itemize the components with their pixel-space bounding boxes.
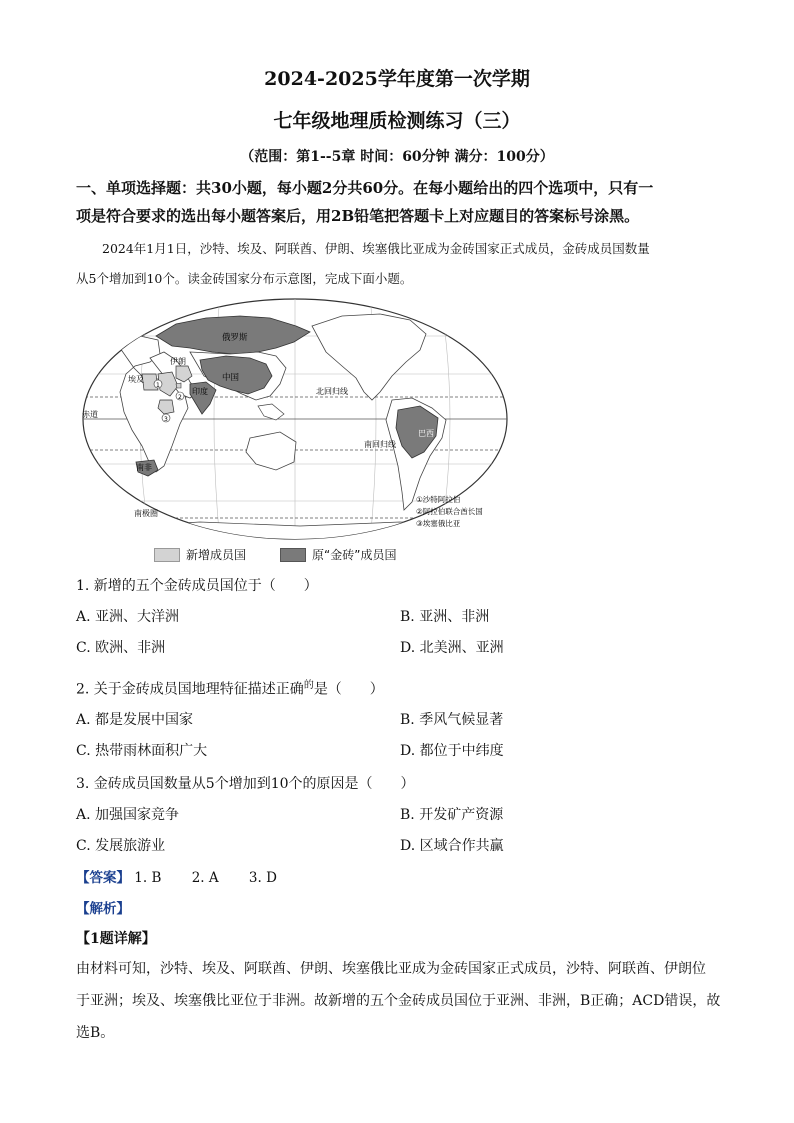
label-china: 中国 xyxy=(222,373,240,383)
marker-2-label: 2 xyxy=(178,394,182,401)
section-instruction-line: 一、单项选择题：共30小题，每小题2分共60分。在每小题给出的四个选项中，只有一 xyxy=(76,179,654,197)
q2-option-a[interactable]: A. 都是发展中国家 xyxy=(76,712,194,728)
label-antarctic-circle: 南极圈 xyxy=(134,509,158,518)
material-line: 从5个增加到10个。读金砖国家分布示意图，完成下面小题。 xyxy=(76,271,413,286)
material-text xyxy=(76,234,726,294)
analysis-line: 由材料可知，沙特、埃及、阿联酋、伊朗、埃塞俄比亚成为金砖国家正式成员，沙特、阿联酋、伊朗位 xyxy=(76,961,706,977)
q2-option-b[interactable]: B. 季风气候显著 xyxy=(400,712,504,728)
map-note-1: ①沙特阿拉伯 xyxy=(416,495,461,504)
label-tropic-capricorn: 南回归线 xyxy=(364,440,396,449)
q2-option-d[interactable]: D. 都位于中纬度 xyxy=(400,743,504,759)
question-1-stem: 1. 新增的五个金砖成员国位于（ ） xyxy=(76,578,318,594)
legend-swatch-original xyxy=(280,548,306,562)
q3-option-a[interactable]: A. 加强国家竞争 xyxy=(76,807,180,823)
map-legend xyxy=(154,546,396,563)
answer-3: 3. D xyxy=(248,870,277,886)
material-line: 2024年1月1日，沙特、埃及、阿联酋、伊朗、埃塞俄比亚成为金砖国家正式成员，金砖成员国数量 xyxy=(102,241,650,256)
marker-3-label: 3 xyxy=(164,416,168,423)
analysis-tag: 【解析】 xyxy=(76,901,130,917)
analysis-heading xyxy=(76,897,130,917)
map-note-3: ③埃塞俄比亚 xyxy=(416,519,461,528)
q2-option-c[interactable]: C. 热带雨林面积广大 xyxy=(76,743,208,759)
label-brazil: 巴西 xyxy=(418,429,434,438)
question-3-stem: 3. 金砖成员国数量从5个增加到10个的原因是（ ） xyxy=(76,776,415,792)
map-note-2: ②阿拉伯联合酋长国 xyxy=(416,507,483,516)
answer-1: 1. B xyxy=(134,870,162,886)
legend-label-new: 新增成员国 xyxy=(186,548,247,562)
q3-option-b[interactable]: B. 开发矿产资源 xyxy=(400,807,504,823)
document-title: 2024-2025学年度第一次学期 xyxy=(264,68,530,90)
answer-2: 2. A xyxy=(191,870,219,886)
label-egypt: 埃及 xyxy=(128,375,144,384)
q1-option-c[interactable]: C. 欧洲、非洲 xyxy=(76,640,166,656)
q3-option-d[interactable]: D. 区域合作共赢 xyxy=(400,838,504,854)
analysis-subheading: 【1题详解】 xyxy=(76,931,156,947)
marker-1-label: 1 xyxy=(156,382,160,389)
world-map-svg xyxy=(80,296,510,542)
analysis-line: 选B。 xyxy=(76,1025,115,1041)
label-tropic-cancer: 北回归线 xyxy=(316,387,348,396)
q1-option-b[interactable]: B. 亚洲、非洲 xyxy=(400,609,490,625)
question-2-stem-part: 是（ ） xyxy=(313,681,384,698)
answer-tag: 【答案】 xyxy=(76,870,130,886)
exam-scope: （范围：第1--5章 时间：60分钟 满分：100分） xyxy=(240,149,554,165)
q1-option-d[interactable]: D. 北美洲、亚洲 xyxy=(400,640,504,656)
label-iran: 伊朗 xyxy=(170,357,186,366)
legend-swatch-new xyxy=(154,548,180,562)
uae-shape xyxy=(176,383,181,388)
question-2-stem xyxy=(76,676,384,699)
label-equator: 赤道 xyxy=(82,410,98,419)
document-subtitle: 七年级地理质检测练习（三） xyxy=(273,110,521,132)
legend-label-original: 原“金砖”成员国 xyxy=(312,548,397,562)
question-2-stem-part: 2. 关于金砖成员国地理特征描述正确 xyxy=(76,681,304,698)
q1-option-a[interactable]: A. 亚洲、大洋洲 xyxy=(76,609,180,625)
answer-line xyxy=(76,866,277,886)
label-russia: 俄罗斯 xyxy=(222,333,248,343)
map-contents xyxy=(80,296,510,542)
q3-option-c[interactable]: C. 发展旅游业 xyxy=(76,838,166,854)
greenland-landmass xyxy=(432,306,472,330)
analysis-line: 于亚洲；埃及、埃塞俄比亚位于非洲。故新增的五个金砖成员国位于亚洲、非洲，B正确；ACD错误，故 xyxy=(76,993,721,1009)
section-instruction xyxy=(76,174,726,230)
section-instruction-line: 项是符合要求的选出每小题答案后，用2B铅笔把答题卡上对应题目的答案标号涂黑。 xyxy=(76,207,640,225)
brics-world-map xyxy=(80,296,510,542)
analysis-body xyxy=(76,953,726,1049)
question-2-stem-superscript: 的 xyxy=(303,680,314,691)
label-south-africa: 南非 xyxy=(136,463,152,472)
label-india: 印度 xyxy=(192,387,208,396)
